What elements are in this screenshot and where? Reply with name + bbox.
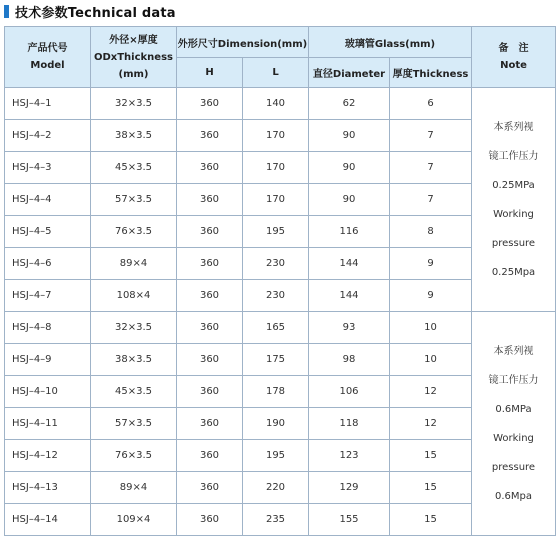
dim-h-cell: 360 (177, 376, 243, 408)
model-cell: HSJ–4–11 (5, 408, 91, 440)
note-line: 0.6Mpa (494, 490, 532, 502)
dim-l-cell: 165 (243, 312, 309, 344)
note-line: 镜工作压力 (488, 150, 539, 162)
dim-l-cell: 170 (243, 120, 309, 152)
dim-h-cell: 360 (177, 280, 243, 312)
glass-thickness-cell: 7 (390, 152, 472, 184)
glass-diameter-cell: 144 (309, 280, 390, 312)
header-note (472, 27, 556, 88)
header-glass-diameter: 直径Diameter (309, 58, 390, 88)
glass-diameter-cell: 118 (309, 408, 390, 440)
glass-thickness-cell: 10 (390, 344, 472, 376)
model-cell: HSJ–4–1 (5, 88, 91, 120)
model-cell: HSJ–4–6 (5, 248, 91, 280)
glass-thickness-cell: 8 (390, 216, 472, 248)
header-note-en: Note (500, 60, 527, 71)
header-model (5, 27, 91, 88)
note-line: Working pressure (491, 432, 536, 473)
dim-h-cell: 360 (177, 120, 243, 152)
section-title: 技术参数Technical data (15, 5, 176, 21)
header-dim-h: H (177, 58, 243, 88)
model-cell: HSJ–4–3 (5, 152, 91, 184)
model-cell: HSJ–4–2 (5, 120, 91, 152)
dim-l-cell: 170 (243, 184, 309, 216)
dim-h-cell: 360 (177, 472, 243, 504)
technical-data-table (4, 26, 556, 536)
glass-thickness-cell: 15 (390, 472, 472, 504)
dim-l-cell: 195 (243, 440, 309, 472)
od-cell: 76×3.5 (91, 216, 177, 248)
glass-diameter-cell: 144 (309, 248, 390, 280)
note-line: 本系列视 (493, 345, 534, 357)
glass-diameter-cell: 93 (309, 312, 390, 344)
dim-h-cell: 360 (177, 184, 243, 216)
model-cell: HSJ–4–14 (5, 504, 91, 536)
od-cell: 57×3.5 (91, 184, 177, 216)
dim-h-cell: 360 (177, 504, 243, 536)
dim-l-cell: 170 (243, 152, 309, 184)
dim-h-cell: 360 (177, 312, 243, 344)
dim-l-cell: 220 (243, 472, 309, 504)
glass-diameter-cell: 106 (309, 376, 390, 408)
od-cell: 32×3.5 (91, 88, 177, 120)
table-body (5, 88, 556, 536)
note-line: 0.6MPa (495, 403, 532, 415)
header-model-en: Model (30, 60, 65, 71)
glass-diameter-cell: 90 (309, 184, 390, 216)
dim-h-cell: 360 (177, 152, 243, 184)
note-line: 镜工作压力 (488, 374, 539, 386)
dim-l-cell: 230 (243, 248, 309, 280)
note-line: 0.25Mpa (491, 266, 536, 278)
glass-thickness-cell: 12 (390, 376, 472, 408)
header-dimension: 外形尺寸Dimension(mm) (177, 27, 309, 58)
dim-h-cell: 360 (177, 216, 243, 248)
model-cell: HSJ–4–9 (5, 344, 91, 376)
glass-diameter-cell: 123 (309, 440, 390, 472)
glass-diameter-cell: 62 (309, 88, 390, 120)
note-cell (472, 88, 556, 312)
glass-thickness-cell: 12 (390, 408, 472, 440)
header-dim-l: L (243, 58, 309, 88)
glass-thickness-cell: 15 (390, 440, 472, 472)
header-od-unit: (mm) (118, 68, 149, 80)
glass-thickness-cell: 15 (390, 504, 472, 536)
header-od-cn: 外径×厚度 (109, 34, 158, 46)
model-cell: HSJ–4–8 (5, 312, 91, 344)
section-title-bar (4, 0, 176, 22)
dim-l-cell: 195 (243, 216, 309, 248)
od-cell: 45×3.5 (91, 376, 177, 408)
od-cell: 38×3.5 (91, 120, 177, 152)
header-model-cn: 产品代号 (27, 43, 68, 54)
glass-thickness-cell: 10 (390, 312, 472, 344)
dim-h-cell: 360 (177, 88, 243, 120)
glass-thickness-cell: 7 (390, 184, 472, 216)
header-note-cn: 备 注 (498, 43, 529, 54)
model-cell: HSJ–4–7 (5, 280, 91, 312)
dim-h-cell: 360 (177, 408, 243, 440)
glass-thickness-cell: 7 (390, 120, 472, 152)
dim-l-cell: 230 (243, 280, 309, 312)
od-cell: 108×4 (91, 280, 177, 312)
glass-diameter-cell: 155 (309, 504, 390, 536)
dim-l-cell: 178 (243, 376, 309, 408)
dim-l-cell: 190 (243, 408, 309, 440)
od-cell: 109×4 (91, 504, 177, 536)
model-cell: HSJ–4–10 (5, 376, 91, 408)
glass-thickness-cell: 6 (390, 88, 472, 120)
od-cell: 89×4 (91, 248, 177, 280)
model-cell: HSJ–4–4 (5, 184, 91, 216)
note-cell (472, 312, 556, 536)
dim-h-cell: 360 (177, 248, 243, 280)
od-cell: 57×3.5 (91, 408, 177, 440)
dim-l-cell: 140 (243, 88, 309, 120)
model-cell: HSJ–4–5 (5, 216, 91, 248)
glass-thickness-cell: 9 (390, 280, 472, 312)
model-cell: HSJ–4–12 (5, 440, 91, 472)
glass-diameter-cell: 90 (309, 120, 390, 152)
dim-h-cell: 360 (177, 344, 243, 376)
model-cell: HSJ–4–13 (5, 472, 91, 504)
dim-h-cell: 360 (177, 440, 243, 472)
glass-diameter-cell: 116 (309, 216, 390, 248)
glass-diameter-cell: 98 (309, 344, 390, 376)
header-glass-thickness: 厚度Thickness (390, 58, 472, 88)
od-cell: 76×3.5 (91, 440, 177, 472)
table-row (5, 88, 556, 120)
od-cell: 38×3.5 (91, 344, 177, 376)
glass-diameter-cell: 129 (309, 472, 390, 504)
od-cell: 89×4 (91, 472, 177, 504)
note-line: 0.25MPa (492, 179, 535, 191)
header-od-en: ODxThickness (93, 51, 173, 63)
table-row (5, 312, 556, 344)
glass-diameter-cell: 90 (309, 152, 390, 184)
header-glass: 玻璃管Glass(mm) (309, 27, 472, 58)
od-cell: 32×3.5 (91, 312, 177, 344)
note-line: 本系列视 (493, 121, 534, 133)
od-cell: 45×3.5 (91, 152, 177, 184)
dim-l-cell: 175 (243, 344, 309, 376)
title-marker (4, 5, 9, 18)
note-line: Working pressure (491, 208, 536, 249)
glass-thickness-cell: 9 (390, 248, 472, 280)
header-od (91, 27, 177, 88)
dim-l-cell: 235 (243, 504, 309, 536)
